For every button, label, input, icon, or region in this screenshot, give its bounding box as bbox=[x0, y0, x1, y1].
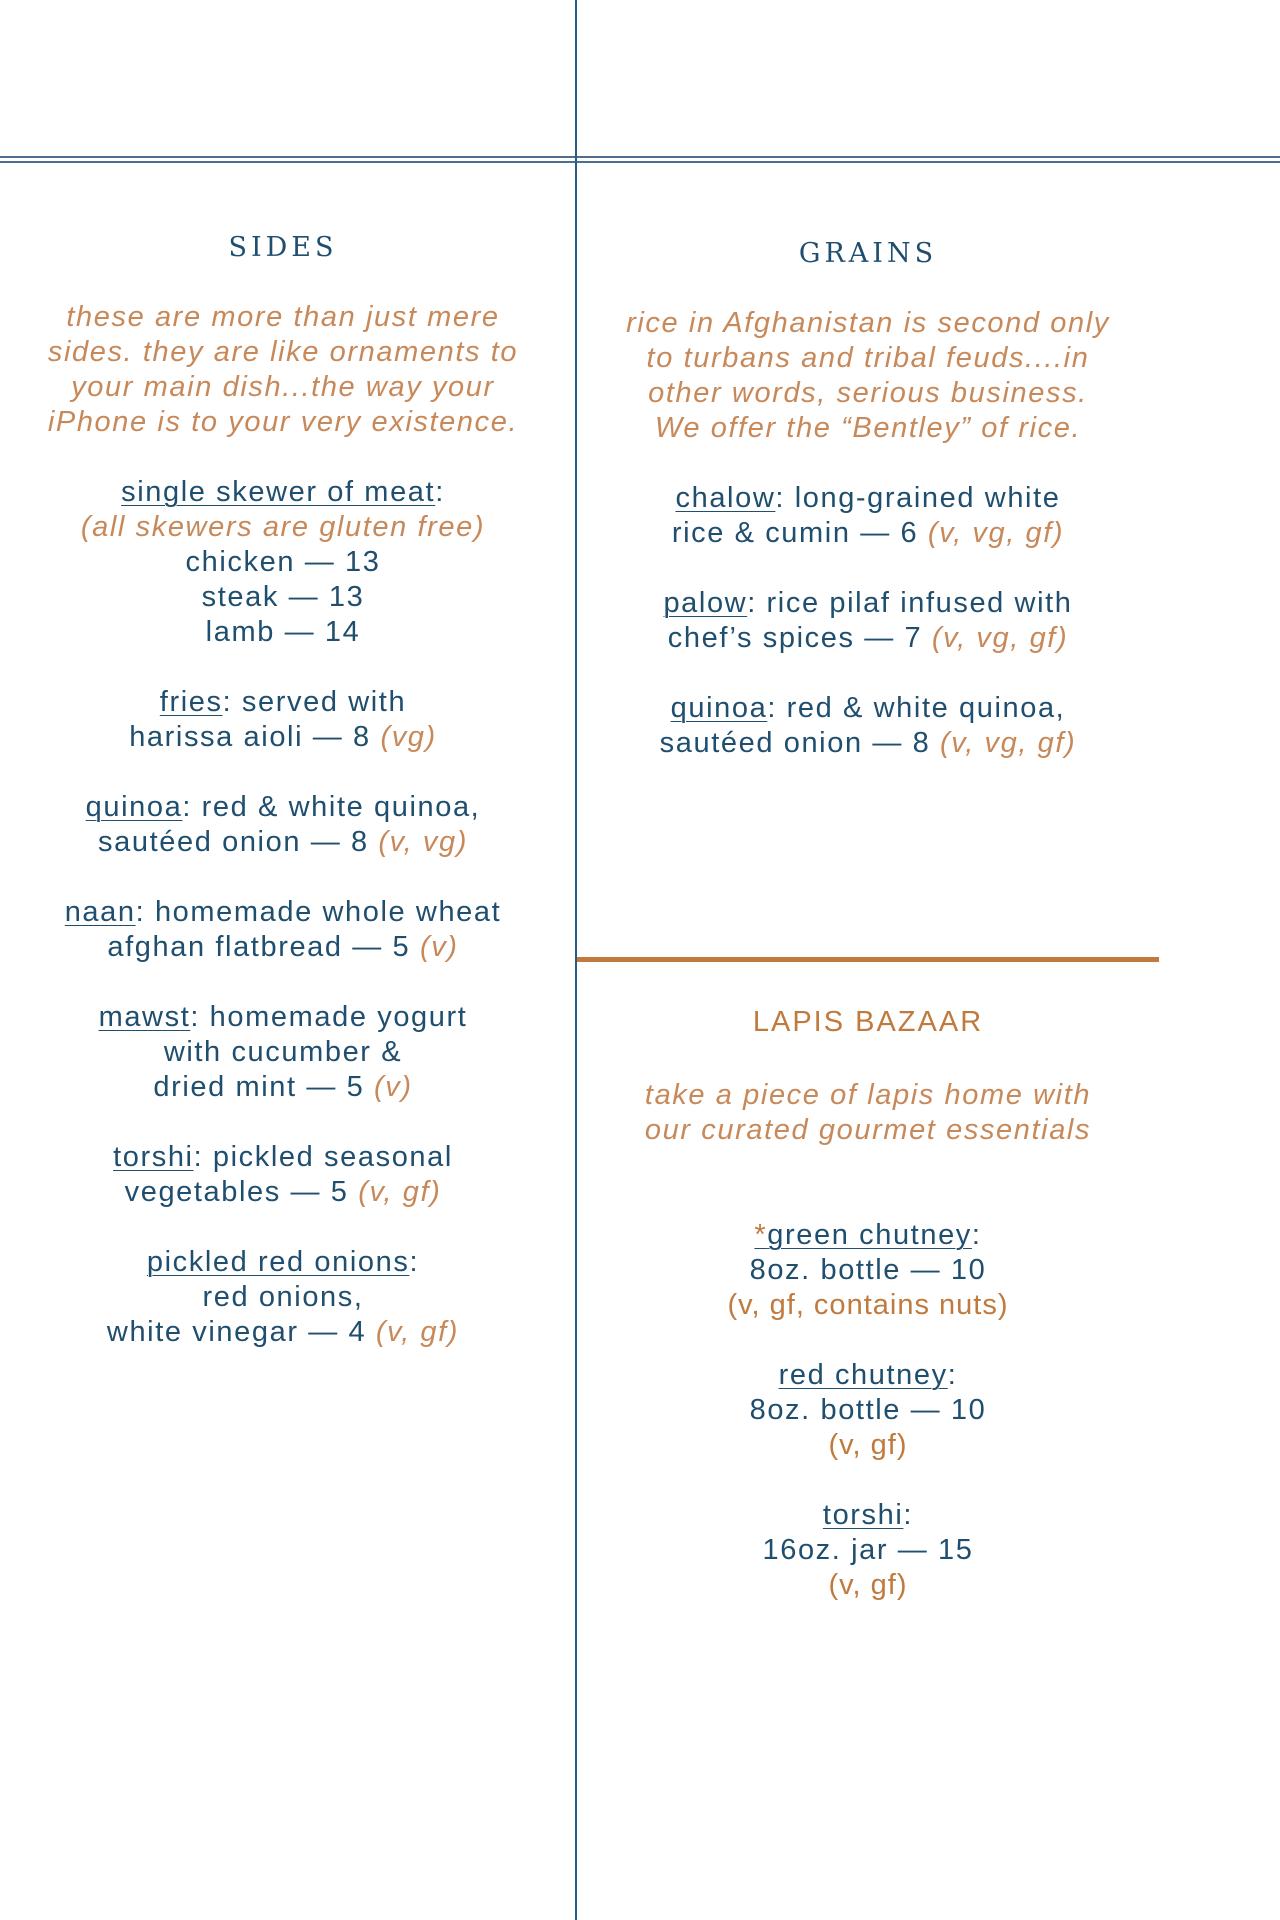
item-desc: : red & white quinoa, bbox=[182, 791, 481, 823]
item-desc: harissa aioli — 8 bbox=[129, 721, 371, 753]
item-name: fries bbox=[159, 686, 223, 718]
asterisk-mark: * bbox=[754, 1219, 768, 1251]
item-desc: : homemade yogurt bbox=[190, 1001, 468, 1033]
item-name: chalow bbox=[675, 482, 776, 514]
product-size-price: 8oz. bottle — 10 bbox=[749, 1254, 987, 1286]
diet-tag: (v) bbox=[374, 1071, 413, 1103]
item-name: palow bbox=[663, 587, 748, 619]
item-desc: : red & white quinoa, bbox=[767, 692, 1066, 724]
product-size-price: 8oz. bottle — 10 bbox=[749, 1394, 987, 1426]
bazaar-intro-line: our curated gourmet essentials bbox=[644, 1114, 1092, 1146]
menu-item-grains-quinoa bbox=[577, 691, 1159, 761]
product-name: red chutney bbox=[778, 1359, 948, 1391]
product-name: green chutney bbox=[767, 1219, 972, 1251]
sides-intro-line: iPhone is to your very existence. bbox=[47, 406, 519, 438]
skewer-option: steak — 13 bbox=[201, 581, 365, 613]
menu-item-torshi bbox=[0, 1140, 566, 1210]
bazaar-intro-line: take a piece of lapis home with bbox=[644, 1079, 1092, 1111]
item-desc: : pickled seasonal bbox=[193, 1141, 453, 1173]
item-name: quinoa bbox=[85, 791, 183, 823]
bazaar-heading: LAPIS BAZAAR bbox=[752, 1006, 984, 1038]
product-torshi bbox=[577, 1498, 1159, 1603]
item-desc: : bbox=[409, 1246, 420, 1278]
menu-item-skewer: single skewer of meat: (all skewers are gluten free) chicken — 13 steak — 13 lamb — 14 bbox=[0, 475, 566, 650]
item-desc: chef’s spices — 7 bbox=[667, 622, 923, 654]
item-desc: afghan flatbread — 5 bbox=[107, 931, 411, 963]
menu-item-quinoa bbox=[0, 790, 566, 860]
item-name: pickled red onions bbox=[146, 1246, 410, 1278]
menu-item-pickled-onions bbox=[0, 1245, 566, 1350]
diet-tag: (v, vg, gf) bbox=[931, 622, 1069, 654]
diet-tag: (v, gf) bbox=[375, 1316, 460, 1348]
menu-item-fries bbox=[0, 685, 566, 755]
item-name: naan bbox=[64, 896, 136, 928]
sides-intro-line: your main dish...the way your bbox=[71, 371, 495, 403]
menu-item-mawst bbox=[0, 1000, 566, 1105]
diet-tag: (v, gf) bbox=[828, 1429, 908, 1461]
item-name: single skewer of meat bbox=[121, 476, 436, 508]
item-desc: sautéed onion — 8 bbox=[98, 826, 369, 858]
item-name: mawst bbox=[98, 1001, 191, 1033]
diet-tag: (v, vg) bbox=[378, 826, 468, 858]
sides-section bbox=[0, 228, 566, 1385]
product-colon: : bbox=[971, 1219, 982, 1251]
item-desc: : served with bbox=[222, 686, 407, 718]
menu-item-chalow bbox=[577, 481, 1159, 551]
diet-tag: (v, vg, gf) bbox=[940, 727, 1077, 759]
item-desc: vegetables — 5 bbox=[124, 1176, 349, 1208]
bazaar-divider bbox=[577, 957, 1159, 962]
item-desc: : rice pilaf infused with bbox=[747, 587, 1073, 619]
product-name: torshi bbox=[822, 1499, 904, 1531]
grains-intro-line: We offer the “Bentley” of rice. bbox=[654, 412, 1082, 444]
product-colon: : bbox=[947, 1359, 958, 1391]
sides-intro bbox=[0, 300, 566, 440]
item-note: (all skewers are gluten free) bbox=[80, 511, 486, 543]
diet-tag: (vg) bbox=[380, 721, 437, 753]
grains-intro-line: to turbans and tribal feuds....in bbox=[646, 342, 1090, 374]
menu-item-naan bbox=[0, 895, 566, 965]
skewer-option: lamb — 14 bbox=[205, 616, 361, 648]
bazaar-intro bbox=[577, 1078, 1159, 1148]
diet-tag: (v, gf) bbox=[828, 1569, 908, 1601]
item-desc: : homemade whole wheat bbox=[135, 896, 502, 928]
item-desc: with cucumber & bbox=[163, 1036, 403, 1068]
product-size-price: 16oz. jar — 15 bbox=[762, 1534, 974, 1566]
item-desc: sautéed onion — 8 bbox=[659, 727, 931, 759]
diet-tag: (v, vg, gf) bbox=[927, 517, 1065, 549]
grains-heading: GRAINS bbox=[798, 238, 938, 269]
item-name: torshi bbox=[113, 1141, 194, 1173]
product-colon: : bbox=[903, 1499, 914, 1531]
top-divider-line-1 bbox=[0, 156, 1280, 158]
sides-heading: SIDES bbox=[228, 232, 338, 263]
bazaar-section bbox=[577, 1000, 1159, 1638]
grains-intro bbox=[577, 306, 1159, 446]
product-red-chutney bbox=[577, 1358, 1159, 1463]
item-desc: dried mint — 5 bbox=[153, 1071, 365, 1103]
product-green-chutney bbox=[577, 1218, 1159, 1323]
sides-intro-line: sides. they are like ornaments to bbox=[47, 336, 519, 368]
grains-intro-line: rice in Afghanistan is second only bbox=[626, 307, 1110, 339]
item-desc: : long-grained white bbox=[775, 482, 1061, 514]
grains-intro-line: other words, serious business. bbox=[648, 377, 1088, 409]
item-name: quinoa bbox=[670, 692, 768, 724]
grains-section bbox=[577, 234, 1159, 796]
diet-tag: (v, gf) bbox=[358, 1176, 442, 1208]
item-desc: white vinegar — 4 bbox=[106, 1316, 367, 1348]
item-desc: red onions, bbox=[202, 1281, 364, 1313]
skewer-option: chicken — 13 bbox=[185, 546, 381, 578]
diet-tag: (v) bbox=[419, 931, 459, 963]
item-desc: rice & cumin — 6 bbox=[671, 517, 919, 549]
menu-item-palow bbox=[577, 586, 1159, 656]
top-divider-line-2 bbox=[0, 161, 1280, 163]
sides-intro-line: these are more than just mere bbox=[66, 301, 500, 333]
diet-tag: (v, gf, contains nuts) bbox=[727, 1289, 1009, 1321]
